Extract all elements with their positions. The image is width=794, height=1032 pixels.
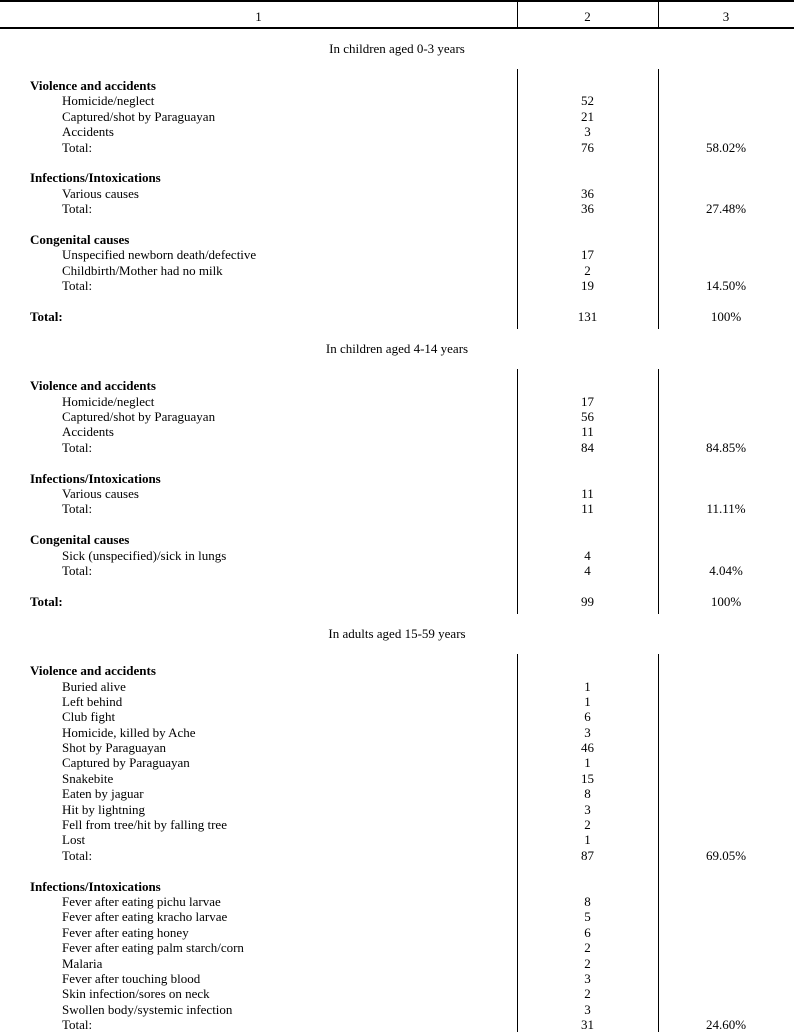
cause-group bbox=[0, 78, 794, 155]
cause-label: Homicide/neglect bbox=[62, 93, 155, 109]
percent-value bbox=[658, 532, 794, 547]
count-value: 19 bbox=[581, 278, 594, 294]
cause-label: Various causes bbox=[62, 485, 139, 501]
count-value bbox=[517, 532, 658, 547]
section-total bbox=[0, 594, 794, 609]
section-body bbox=[0, 654, 794, 1032]
table-row bbox=[0, 909, 794, 924]
table-row bbox=[0, 409, 794, 424]
table-row bbox=[0, 832, 794, 847]
percent-value bbox=[658, 124, 794, 139]
percent-value bbox=[658, 548, 794, 563]
table-row bbox=[0, 894, 794, 909]
cause-label: Fever after eating palm starch/corn bbox=[62, 940, 244, 956]
cause-label: Snakebite bbox=[62, 770, 114, 786]
count-value: 3 bbox=[584, 801, 591, 817]
percent-value: 14.50% bbox=[705, 278, 747, 294]
percent-value: 24.60% bbox=[705, 1017, 747, 1032]
column-header-1: 1 bbox=[255, 9, 262, 24]
count-value bbox=[517, 78, 658, 93]
cause-label: Homicide, killed by Ache bbox=[62, 724, 196, 740]
count-value: 3 bbox=[584, 970, 591, 986]
cause-label: Captured/shot by Paraguayan bbox=[62, 409, 216, 425]
count-value: 3 bbox=[584, 724, 591, 740]
table-row bbox=[0, 594, 794, 609]
cause-label: Total: bbox=[62, 278, 93, 294]
cause-label: Childbirth/Mother had no milk bbox=[62, 262, 223, 278]
section-body bbox=[0, 369, 794, 614]
table-row bbox=[0, 786, 794, 801]
cause-category-label: Total: bbox=[30, 593, 63, 609]
column-separator bbox=[658, 369, 659, 614]
count-value: 6 bbox=[584, 709, 591, 725]
percent-value bbox=[658, 956, 794, 971]
cause-label: Total: bbox=[62, 139, 93, 155]
count-value: 11 bbox=[581, 485, 594, 501]
cause-label: Malaria bbox=[62, 955, 103, 971]
count-value: 17 bbox=[581, 247, 594, 263]
percent-value bbox=[658, 986, 794, 1001]
percent-value bbox=[658, 909, 794, 924]
table-header-row bbox=[0, 0, 794, 29]
count-value: 6 bbox=[584, 924, 591, 940]
count-value: 21 bbox=[581, 108, 594, 124]
table-row bbox=[0, 802, 794, 817]
table-row bbox=[0, 679, 794, 694]
cause-label: Fever after eating honey bbox=[62, 924, 189, 940]
count-value: 2 bbox=[584, 955, 591, 971]
cause-label: Hit by lightning bbox=[62, 801, 146, 817]
count-value: 15 bbox=[581, 770, 594, 786]
cause-category-label: Violence and accidents bbox=[30, 663, 156, 679]
cause-label: Total: bbox=[62, 201, 93, 217]
table-row bbox=[0, 93, 794, 108]
table-row bbox=[0, 378, 794, 393]
table-row bbox=[0, 740, 794, 755]
percent-value bbox=[658, 725, 794, 740]
column-separator bbox=[658, 69, 659, 329]
percent-value bbox=[658, 247, 794, 262]
count-value: 1 bbox=[584, 755, 591, 771]
cause-label: Sick (unspecified)/sick in lungs bbox=[62, 547, 227, 563]
count-value bbox=[517, 232, 658, 247]
cause-label: Shot by Paraguayan bbox=[62, 740, 166, 756]
percent-value bbox=[658, 486, 794, 501]
cause-label: Lost bbox=[62, 832, 86, 848]
table-row bbox=[0, 440, 794, 455]
cause-label: Total: bbox=[62, 562, 93, 578]
cause-group bbox=[0, 170, 794, 216]
cause-category-label: Total: bbox=[30, 308, 63, 324]
cause-label: Homicide/neglect bbox=[62, 393, 155, 409]
column-separator bbox=[517, 369, 518, 614]
percent-value bbox=[658, 771, 794, 786]
count-value: 4 bbox=[584, 547, 591, 563]
count-value: 2 bbox=[584, 940, 591, 956]
table-row bbox=[0, 563, 794, 578]
percent-value bbox=[658, 263, 794, 278]
table-row bbox=[0, 879, 794, 894]
cause-label: Fever after eating pichu larvae bbox=[62, 893, 221, 909]
percent-value bbox=[658, 471, 794, 486]
count-value: 52 bbox=[581, 93, 594, 109]
percent-value bbox=[658, 93, 794, 108]
count-value: 76 bbox=[581, 139, 594, 155]
table-row bbox=[0, 548, 794, 563]
count-value: 17 bbox=[581, 393, 594, 409]
count-value: 2 bbox=[584, 262, 591, 278]
cause-label: Club fight bbox=[62, 709, 116, 725]
table-row bbox=[0, 247, 794, 262]
table-row bbox=[0, 532, 794, 547]
table-row bbox=[0, 263, 794, 278]
table-row bbox=[0, 278, 794, 293]
section-title: In adults aged 15-59 years bbox=[328, 626, 466, 642]
section-total bbox=[0, 309, 794, 324]
percent-value: 84.85% bbox=[705, 439, 747, 455]
column-separator bbox=[517, 0, 518, 29]
count-value: 8 bbox=[584, 893, 591, 909]
cause-category-label: Congenital causes bbox=[30, 532, 130, 548]
table-row bbox=[0, 1017, 794, 1032]
cause-group bbox=[0, 232, 794, 294]
section-title: In children aged 0-3 years bbox=[329, 41, 465, 56]
table-row bbox=[0, 109, 794, 124]
table-body bbox=[0, 29, 794, 1032]
count-value bbox=[517, 471, 658, 486]
count-value: 1 bbox=[584, 678, 591, 694]
count-value: 46 bbox=[581, 740, 594, 756]
table-row bbox=[0, 201, 794, 216]
table-row bbox=[0, 709, 794, 724]
column-separator bbox=[658, 0, 659, 29]
cause-label: Captured/shot by Paraguayan bbox=[62, 108, 216, 124]
percent-value bbox=[658, 694, 794, 709]
percent-value bbox=[658, 409, 794, 424]
table-row bbox=[0, 663, 794, 678]
count-value: 84 bbox=[581, 439, 594, 455]
column-separator bbox=[517, 69, 518, 329]
percent-value bbox=[658, 1002, 794, 1017]
cause-group bbox=[0, 378, 794, 455]
cause-group bbox=[0, 471, 794, 517]
percent-value bbox=[658, 109, 794, 124]
count-value: 131 bbox=[577, 308, 598, 324]
table-row bbox=[0, 170, 794, 185]
count-value: 99 bbox=[581, 593, 594, 609]
table-row bbox=[0, 1002, 794, 1017]
table-row bbox=[0, 186, 794, 201]
count-value: 11 bbox=[581, 501, 594, 517]
cause-label: Unspecified newborn death/defective bbox=[62, 247, 257, 263]
percent-value bbox=[658, 679, 794, 694]
percent-value: 27.48% bbox=[705, 201, 747, 217]
cause-category-label: Infections/Intoxications bbox=[30, 470, 161, 486]
percent-value bbox=[658, 170, 794, 185]
cause-label: Total: bbox=[62, 847, 93, 863]
section-title-band bbox=[0, 29, 794, 69]
percent-value bbox=[658, 832, 794, 847]
percent-value bbox=[658, 802, 794, 817]
count-value: 2 bbox=[584, 986, 591, 1002]
count-value: 2 bbox=[584, 817, 591, 833]
percent-value: 4.04% bbox=[709, 562, 743, 578]
table-row bbox=[0, 817, 794, 832]
table-row bbox=[0, 725, 794, 740]
percent-value bbox=[658, 378, 794, 393]
count-value: 36 bbox=[581, 185, 594, 201]
percent-value bbox=[658, 971, 794, 986]
table-row bbox=[0, 755, 794, 770]
table-row bbox=[0, 232, 794, 247]
cause-label: Accidents bbox=[62, 424, 114, 440]
count-value: 56 bbox=[581, 409, 594, 425]
table-row bbox=[0, 501, 794, 516]
count-value: 11 bbox=[581, 424, 594, 440]
percent-value bbox=[658, 786, 794, 801]
count-value: 1 bbox=[584, 693, 591, 709]
percent-value bbox=[658, 78, 794, 93]
table-row bbox=[0, 394, 794, 409]
cause-label: Total: bbox=[62, 501, 93, 517]
percent-value bbox=[658, 940, 794, 955]
column-separator bbox=[517, 654, 518, 1032]
percent-value bbox=[658, 755, 794, 770]
cause-category-label: Infections/Intoxications bbox=[30, 170, 161, 186]
cause-label: Captured by Paraguayan bbox=[62, 755, 190, 771]
count-value bbox=[517, 879, 658, 894]
cause-label: Left behind bbox=[62, 693, 123, 709]
table-row bbox=[0, 971, 794, 986]
percent-value: 11.11% bbox=[706, 501, 746, 517]
count-value: 3 bbox=[584, 1001, 591, 1017]
table-row bbox=[0, 309, 794, 324]
count-value: 8 bbox=[584, 786, 591, 802]
cause-group bbox=[0, 879, 794, 1032]
percent-value bbox=[658, 740, 794, 755]
table-row bbox=[0, 486, 794, 501]
cause-group bbox=[0, 663, 794, 863]
table-row bbox=[0, 694, 794, 709]
count-value bbox=[517, 663, 658, 678]
table-row bbox=[0, 471, 794, 486]
count-value bbox=[517, 378, 658, 393]
table-row bbox=[0, 925, 794, 940]
section-title-band bbox=[0, 329, 794, 369]
percent-value bbox=[658, 186, 794, 201]
cause-label: Eaten by jaguar bbox=[62, 786, 144, 802]
percent-value: 58.02% bbox=[705, 139, 747, 155]
cause-label: Fell from tree/hit by falling tree bbox=[62, 817, 227, 833]
cause-label: Total: bbox=[62, 439, 93, 455]
cause-category-label: Violence and accidents bbox=[30, 378, 156, 394]
table-row bbox=[0, 956, 794, 971]
column-header-2: 2 bbox=[584, 9, 591, 24]
table-row bbox=[0, 78, 794, 93]
table-row bbox=[0, 986, 794, 1001]
cause-label: Total: bbox=[62, 1017, 93, 1032]
cause-category-label: Infections/Intoxications bbox=[30, 878, 161, 894]
count-value: 3 bbox=[584, 124, 591, 140]
percent-value bbox=[658, 232, 794, 247]
cause-label: Various causes bbox=[62, 185, 139, 201]
percent-value bbox=[658, 925, 794, 940]
percent-value: 100% bbox=[710, 593, 742, 609]
percent-value bbox=[658, 663, 794, 678]
column-header-3: 3 bbox=[722, 9, 730, 24]
cause-label: Fever after eating kracho larvae bbox=[62, 909, 228, 925]
percent-value bbox=[658, 394, 794, 409]
percent-value bbox=[658, 709, 794, 724]
cause-category-label: Congenital causes bbox=[30, 231, 130, 247]
cause-label: Skin infection/sores on neck bbox=[62, 986, 210, 1002]
table-row bbox=[0, 848, 794, 863]
cause-label: Accidents bbox=[62, 124, 114, 140]
table-row bbox=[0, 771, 794, 786]
table-row bbox=[0, 124, 794, 139]
percent-value bbox=[658, 817, 794, 832]
count-value bbox=[517, 170, 658, 185]
count-value: 36 bbox=[581, 201, 594, 217]
count-value: 87 bbox=[581, 847, 594, 863]
section-title-band bbox=[0, 614, 794, 654]
cause-label: Swollen body/systemic infection bbox=[62, 1001, 233, 1017]
cause-label: Fever after touching blood bbox=[62, 970, 201, 986]
count-value: 1 bbox=[584, 832, 591, 848]
cause-group bbox=[0, 532, 794, 578]
count-value: 31 bbox=[581, 1017, 594, 1032]
count-value: 4 bbox=[584, 562, 591, 578]
table-row bbox=[0, 940, 794, 955]
cause-category-label: Violence and accidents bbox=[30, 78, 156, 93]
count-value: 5 bbox=[584, 909, 591, 925]
percent-value bbox=[658, 879, 794, 894]
percent-value bbox=[658, 424, 794, 439]
percent-value: 69.05% bbox=[705, 847, 747, 863]
table-row bbox=[0, 424, 794, 439]
cause-label: Buried alive bbox=[62, 678, 126, 694]
column-separator bbox=[658, 654, 659, 1032]
table-row bbox=[0, 140, 794, 155]
percent-value bbox=[658, 894, 794, 909]
section-body bbox=[0, 69, 794, 329]
section-title: In children aged 4-14 years bbox=[325, 341, 469, 357]
percent-value: 100% bbox=[710, 308, 742, 324]
